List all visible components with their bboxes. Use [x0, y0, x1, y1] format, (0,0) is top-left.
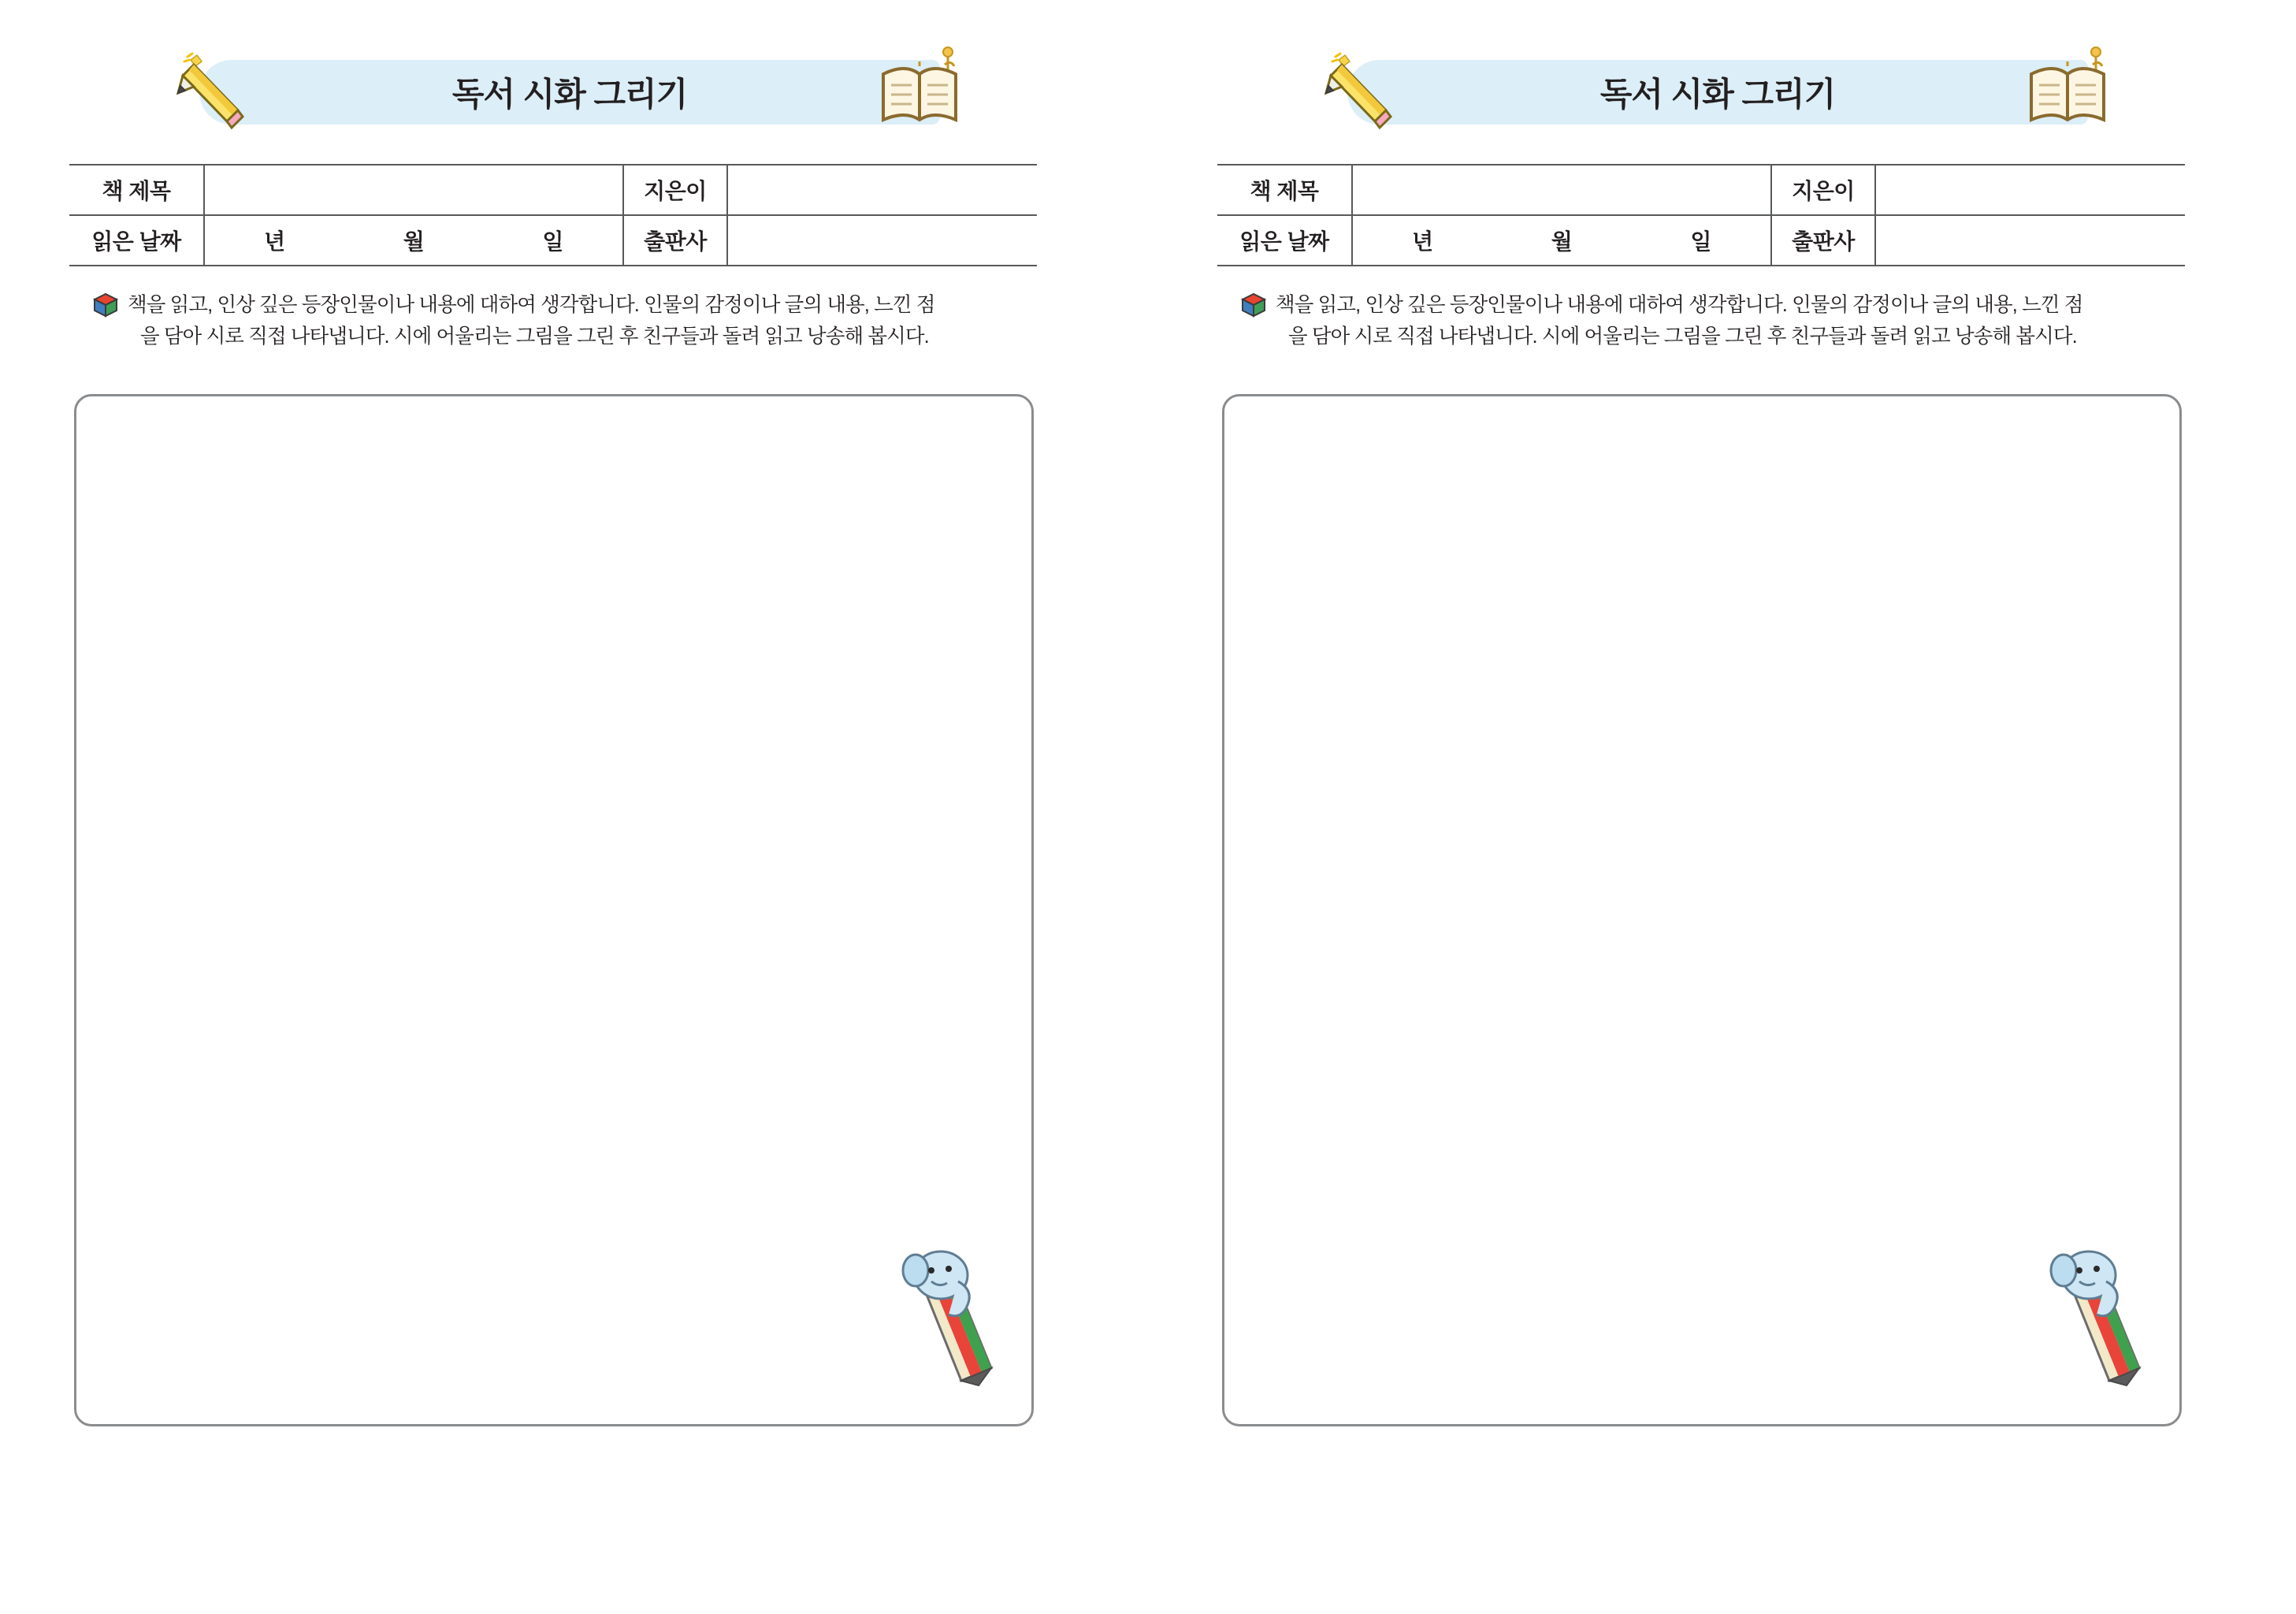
table-row — [69, 165, 1037, 215]
instruction-text — [128, 290, 1034, 352]
table-row — [69, 215, 1037, 266]
field-book-title[interactable] — [204, 165, 623, 215]
field-publisher[interactable] — [727, 215, 1037, 266]
instruction-text — [1276, 290, 2182, 352]
field-read-date[interactable] — [204, 215, 623, 266]
date-unit-day: 일 — [1690, 229, 1711, 254]
cube-icon — [90, 288, 123, 322]
field-book-title[interactable] — [1352, 165, 1771, 215]
table-row — [1217, 165, 2185, 215]
book-info-table — [69, 164, 1037, 266]
label-read-date: 읽은 날짜 — [69, 215, 204, 266]
table-row — [1217, 215, 2185, 266]
field-read-date[interactable] — [1352, 215, 1771, 266]
date-unit-month: 월 — [403, 229, 425, 254]
book-info-table — [1217, 164, 2185, 266]
date-unit-month: 월 — [1551, 229, 1573, 254]
page-title: 독서 시화 그리기 — [451, 76, 688, 113]
field-author[interactable] — [1875, 165, 2185, 215]
field-author[interactable] — [727, 165, 1037, 215]
elephant-with-pencil-icon — [2021, 1229, 2155, 1387]
instruction-line-1: 책을 읽고, 인상 깊은 등장인물이나 내용에 대하여 생각합니다. 인물의 감정이나 글의 내용, 느낀 점 — [128, 294, 935, 316]
label-author: 지은이 — [1771, 165, 1875, 215]
date-unit-year: 년 — [264, 229, 285, 254]
label-author: 지은이 — [623, 165, 727, 215]
instruction-line-2: 을 담아 시로 직접 나타냅니다. 시에 어울리는 그림을 그린 후 친구들과 돌려 읽고 낭송해 봅시다. — [140, 325, 929, 348]
label-publisher: 출판사 — [1771, 215, 1875, 266]
elephant-with-pencil-icon — [873, 1229, 1007, 1387]
label-book-title: 책 제목 — [1217, 165, 1352, 215]
label-book-title: 책 제목 — [69, 165, 204, 215]
label-publisher: 출판사 — [623, 215, 727, 266]
cube-icon — [1238, 288, 1271, 322]
field-publisher[interactable] — [1875, 215, 2185, 266]
label-read-date: 읽은 날짜 — [1217, 215, 1352, 266]
date-unit-day: 일 — [542, 229, 563, 254]
instruction-line-1: 책을 읽고, 인상 깊은 등장인물이나 내용에 대하여 생각합니다. 인물의 감정이나 글의 내용, 느낀 점 — [1276, 294, 2083, 316]
worksheet-right — [1148, 0, 2296, 1614]
page-title: 독서 시화 그리기 — [1599, 76, 1836, 113]
instruction-line-2: 을 담아 시로 직접 나타냅니다. 시에 어울리는 그림을 그린 후 친구들과 돌려 읽고 낭송해 봅시다. — [1288, 325, 2077, 348]
date-unit-year: 년 — [1412, 229, 1433, 254]
